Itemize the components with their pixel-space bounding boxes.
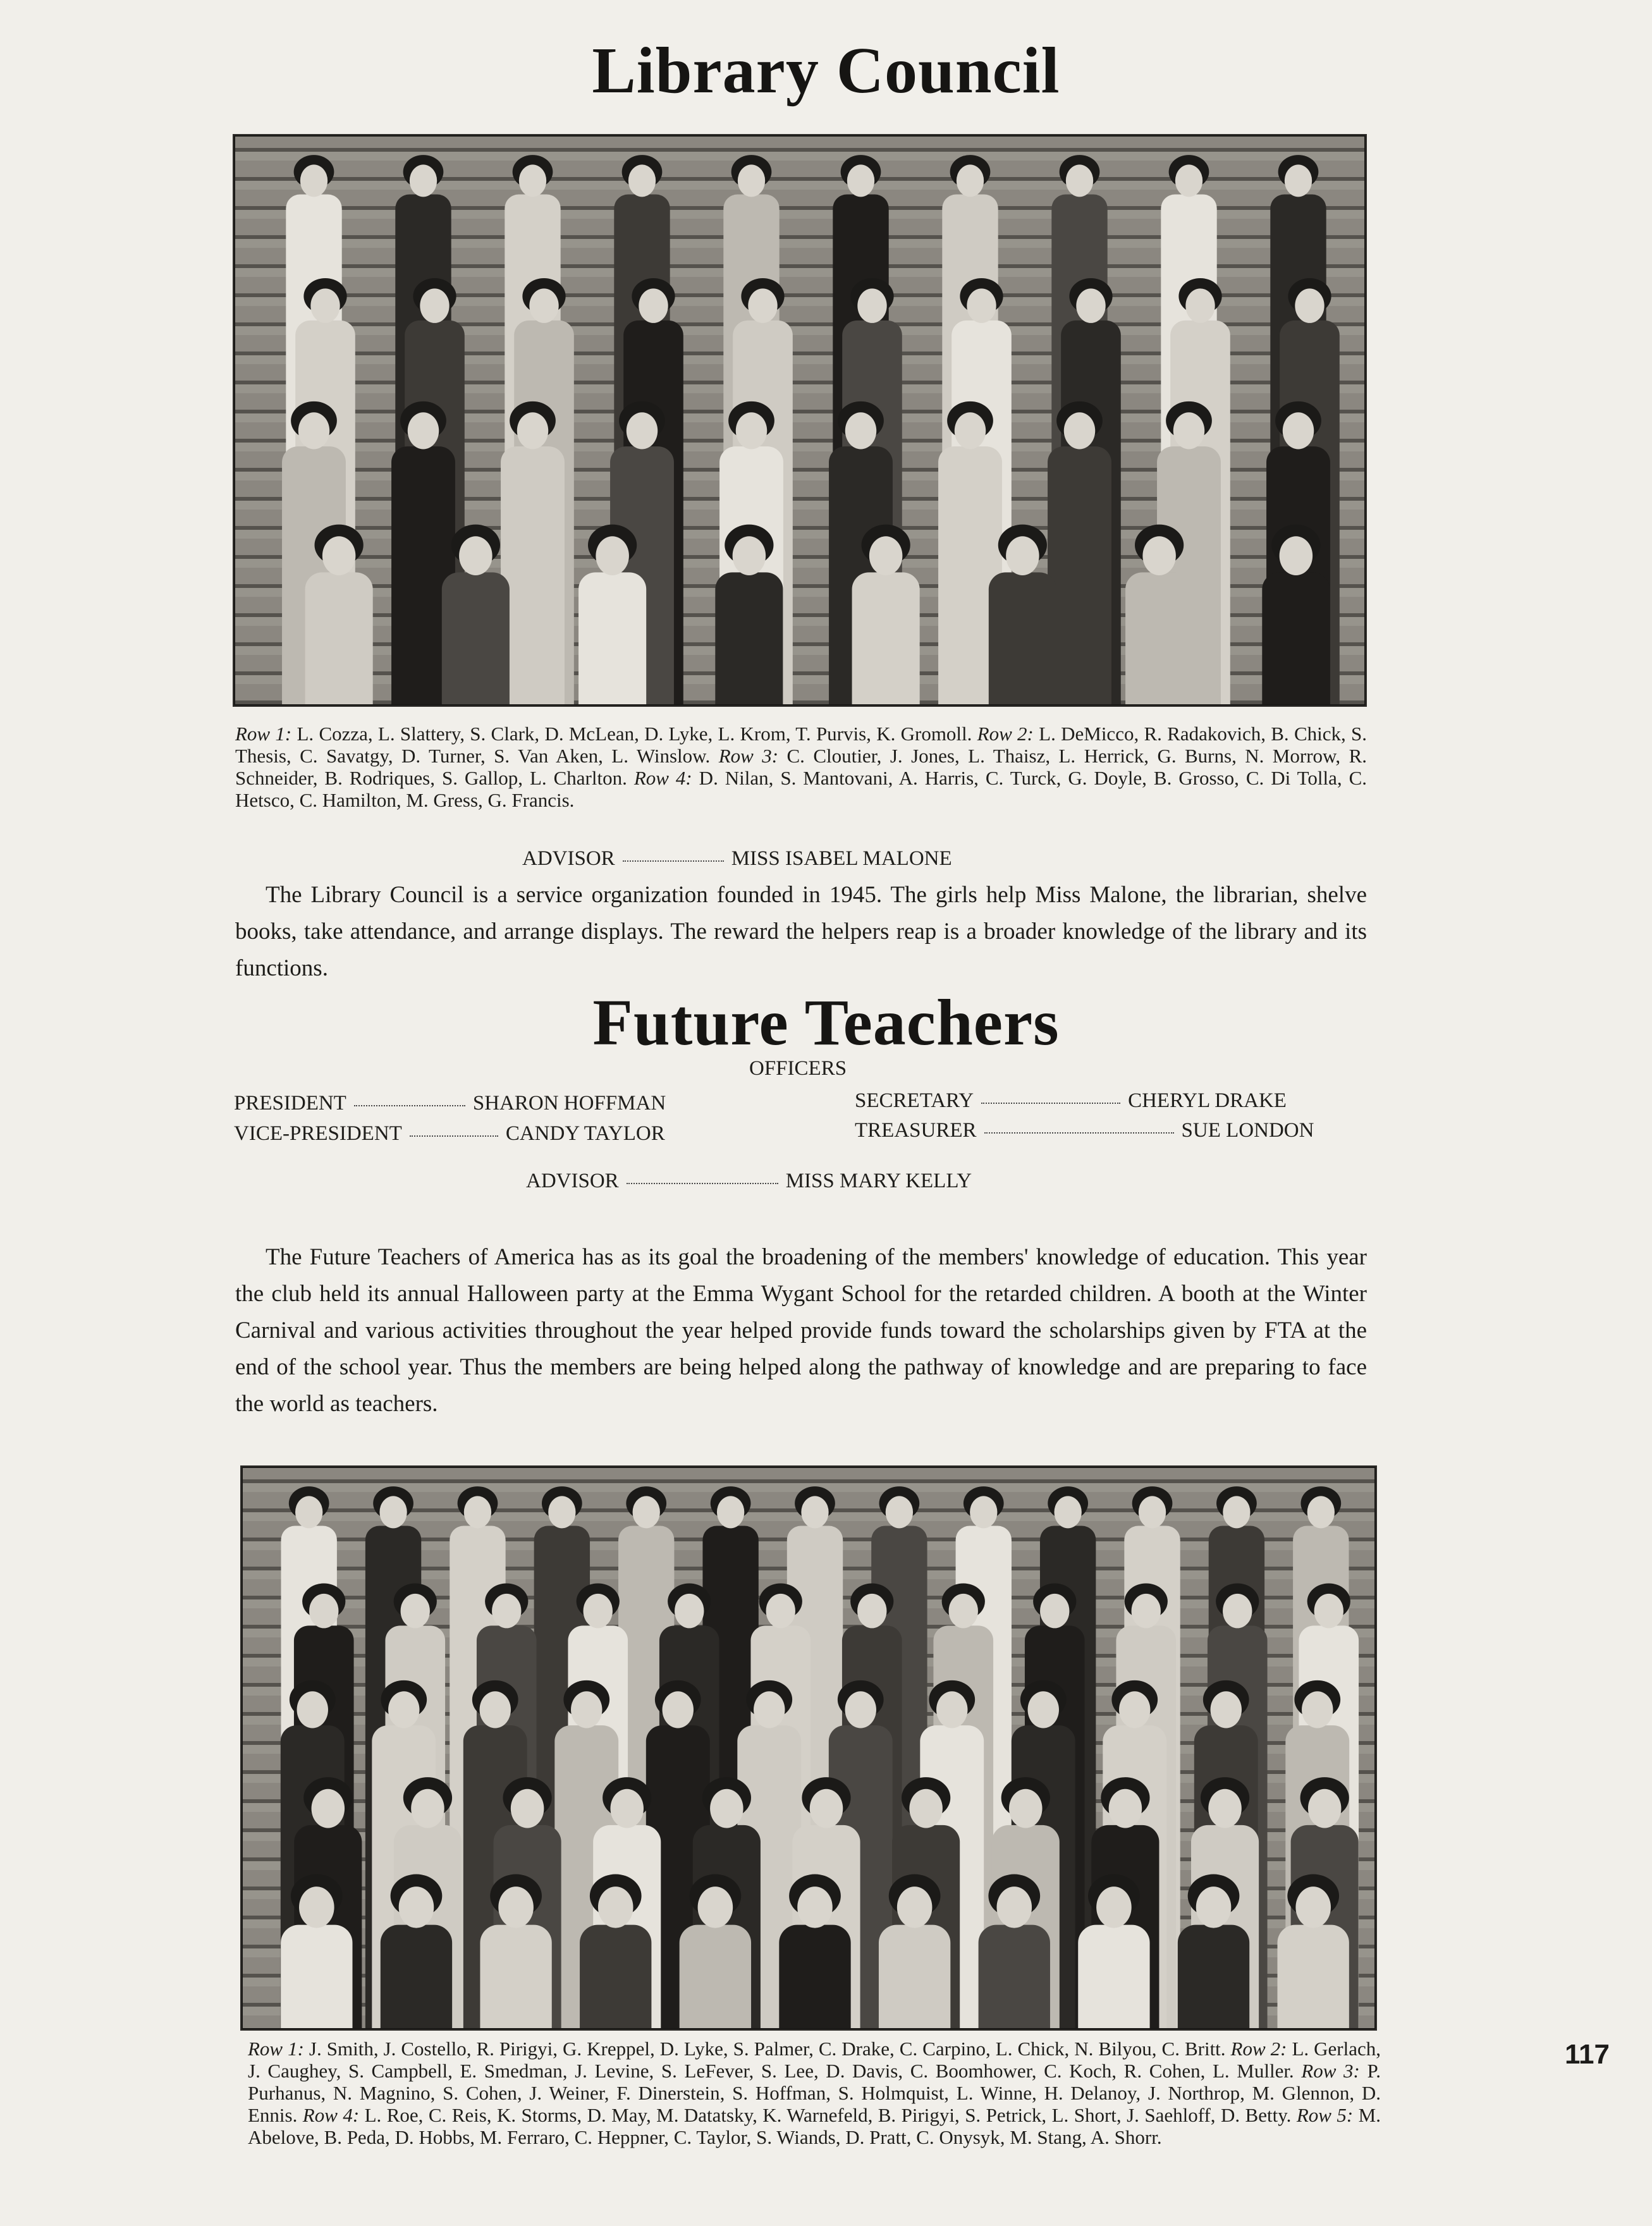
caption-row-names: L. Cozza, L. Slattery, S. Clark, D. McLean, D. Lyke, L. Krom, T. Purvis, K. Gromoll. <box>291 723 977 745</box>
president-name: SHARON HOFFMAN <box>472 1092 666 1115</box>
library-council-title: Library Council <box>592 34 1060 107</box>
vice-president-line <box>234 1122 665 1146</box>
leader-dots <box>627 1180 778 1184</box>
caption-row-names: D. Nilan, S. Mantovani, A. Harris, C. Turck, G. Doyle, B. Grosso, C. Di Tolla, C. Hetsco, C. Hamilton, M. Gress, G. Francis. <box>235 767 1367 811</box>
caption-row-names: P. Purhanus, N. Magnino, S. Cohen, J. Weiner, F. Dinerstein, S. Hoffman, S. Holmquist, L. Winne, H. Delanoy, J. Northrop, M. Glennon, D. Ennis. <box>248 2060 1381 2126</box>
caption-row-label: Row 3: <box>1301 2060 1360 2082</box>
treasurer-line <box>855 1119 1314 1142</box>
secretary-label: SECRETARY <box>855 1089 974 1112</box>
future-teachers-description: The Future Teachers of America has as its goal the broadening of the members' knowledge of education. This year the club held its annual Halloween party at the Emma Wygant School for the retarded children. A booth at the Winter Carnival and various activities throughout the year helped provide funds toward the scholarships given by FTA at the end of the school year. Thus the members are being helped along the pathway of knowledge and are preparing to face the world as teachers. <box>235 1244 1367 1417</box>
vice-president-label: VICE-PRESIDENT <box>234 1122 402 1145</box>
caption-row-label: Row 1: <box>235 723 292 745</box>
caption-row-label: Row 3: <box>718 745 779 767</box>
page-number: 117 <box>1565 2039 1610 2070</box>
officers-heading: OFFICERS <box>749 1057 847 1080</box>
caption-row-label: Row 4: <box>302 2104 360 2126</box>
advisor-name: MISS ISABEL MALONE <box>731 847 952 870</box>
leader-dots <box>623 858 724 862</box>
leader-dots <box>984 1130 1174 1134</box>
vice-president-name: CANDY TAYLOR <box>505 1122 665 1145</box>
advisor-name: MISS MARY KELLY <box>785 1170 972 1192</box>
caption-row-names: J. Smith, J. Costello, R. Pirigyi, G. Kreppel, D. Lyke, S. Palmer, C. Drake, C. Carpino, L. Chick, N. Bilyou, C. Britt. <box>303 2038 1231 2060</box>
treasurer-name: SUE LONDON <box>1181 1119 1314 1142</box>
library-council-description: The Library Council is a service organization founded in 1945. The girls help Miss Malone, the librarian, shelve books, take attendance, and arrange displays. The reward the helpers reap is a broader knowledge of the library and its functions. <box>235 882 1367 981</box>
leader-dots <box>981 1100 1120 1104</box>
secretary-name: CHERYL DRAKE <box>1128 1089 1287 1112</box>
caption-row-label: Row 2: <box>1230 2038 1287 2060</box>
library-council-group-photo <box>233 134 1367 707</box>
caption-row-names: M. Abelove, B. Peda, D. Hobbs, M. Ferraro, C. Heppner, C. Taylor, S. Wiands, D. Pratt, C. Onysyk, M. Stang, A. Shorr. <box>248 2104 1381 2148</box>
library-council-advisor-line <box>522 847 952 871</box>
future-teachers-group-photo <box>240 1465 1377 2031</box>
caption-row-label: Row 5: <box>1296 2104 1354 2126</box>
future-teachers-advisor-line <box>526 1170 972 1193</box>
future-teachers-title: Future Teachers <box>592 986 1060 1059</box>
treasurer-label: TREASURER <box>855 1119 977 1142</box>
caption-row-label: Row 1: <box>248 2038 304 2060</box>
future-teachers-caption <box>248 2038 1381 2148</box>
caption-row-names: L. DeMicco, R. Radakovich, B. Chick, S. Thesis, C. Savatgy, D. Turner, S. Van Aken, L. Winslow. <box>235 723 1367 767</box>
library-council-caption <box>235 723 1367 811</box>
leader-dots <box>354 1103 465 1106</box>
caption-row-names: L. Roe, C. Reis, K. Storms, D. May, M. Datatsky, K. Warnefeld, B. Pirigyi, S. Petrick, L. Short, J. Saehloff, D. Betty. <box>359 2104 1297 2126</box>
caption-row-label: Row 4: <box>633 767 692 789</box>
leader-dots <box>410 1133 498 1137</box>
president-line <box>234 1092 666 1115</box>
president-label: PRESIDENT <box>234 1092 346 1115</box>
caption-row-names: L. Gerlach, J. Caughey, S. Campbell, E. Smedman, J. Levine, S. LeFever, S. Lee, D. Davis, C. Boomhower, C. Koch, R. Cohen, L. Muller. <box>248 2038 1381 2082</box>
caption-row-label: Row 2: <box>977 723 1034 745</box>
caption-row-names: C. Cloutier, J. Jones, L. Thaisz, L. Herrick, G. Burns, N. Morrow, R. Schneider, B. Rodriques, S. Gallop, L. Charlton. <box>235 745 1367 789</box>
advisor-label: ADVISOR <box>526 1170 619 1192</box>
advisor-label: ADVISOR <box>522 847 615 870</box>
secretary-line <box>855 1089 1287 1113</box>
